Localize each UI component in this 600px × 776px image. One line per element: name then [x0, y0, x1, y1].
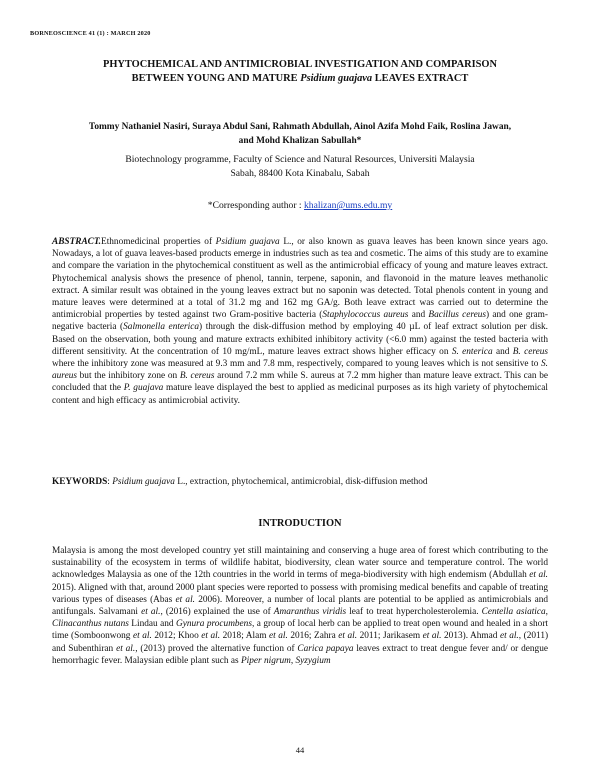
- title-species: Psidium guajava: [300, 73, 373, 84]
- intro-text: 2013). Ahmad: [441, 631, 500, 642]
- intro-text: ,: [290, 655, 296, 666]
- corresponding-email-link[interactable]: khalizan@ums.edu.my: [303, 200, 393, 211]
- abstract-species: Psidium guajava: [215, 237, 280, 247]
- intro-text: 2012; Khoo: [151, 631, 202, 642]
- corresponding-author: [100, 200, 500, 211]
- title-line-1: PHYTOCHEMICAL AND ANTIMICROBIAL INVESTIGATION AND COMPARISON: [102, 59, 498, 70]
- abstract-text: Ethnomedicinal properties of: [101, 237, 216, 247]
- authors-line-2: and Mohd Khalizan Sabullah*: [238, 136, 362, 146]
- intro-italic: et al.: [499, 631, 519, 642]
- abstract-species: B. cereus: [512, 346, 549, 357]
- abstract-text: L., or also known as guava leaves has been known since years ago. Nowadays, a lot of guava leaves-based products emerge in industries such as tea and cosmetic. The aims of this study are to examine and compare the variation in the phytochemical constituent as well as the antimicrobial efficacy of young and mature leaves extract. Phytochemical analysis shows the presence of phenol, tannin, terpene, saponin, and flavonoid in the mature leaves methanolic extract. A similar result was obtained in the young leaves extract but no saponin was detected. Total phenols content in young and mature leaves were determined at a total of 31.2 mg and 162 mg GA/g. Both leave extract was carried out to determine the antimicrobial properties by tested against two Gram-positive bacteria (: [52, 237, 548, 321]
- corresponding-label: *Corresponding author :: [207, 200, 304, 211]
- abstract-species: B. cereus: [179, 371, 215, 382]
- intro-italic: et al.: [268, 631, 288, 642]
- abstract: [52, 236, 548, 407]
- intro-italic: Gynura procumbens: [175, 619, 252, 630]
- intro-italic: et al.: [338, 631, 358, 642]
- abstract-text: ) through the disk-diffusion method by employing 40 µL of leaf extract solution per disk. Based on the observation, both young and mature extracts exhibited inhibitory activity (<6.0 mm) against the tested bacteria with different sensitivity. At the concentration of 10 mg/mL, mature leaves extract shows higher efficacy on: [52, 322, 548, 357]
- intro-italic: Syzygium: [295, 655, 331, 666]
- title-line-2-prefix: BETWEEN YOUNG AND MATURE: [131, 73, 301, 84]
- keywords: [52, 476, 548, 488]
- keywords-label: KEYWORDS: [52, 477, 108, 487]
- intro-text: 2018; Alam: [220, 631, 269, 642]
- affiliation-line-2: Sabah, 88400 Kota Kinabalu, Sabah: [230, 168, 370, 179]
- keywords-separator: :: [107, 477, 113, 487]
- keywords-species: Psidium guajava: [112, 477, 175, 487]
- abstract-text: ) and one gram-negative bacteria (: [52, 310, 548, 333]
- abstract-species: S. aureus: [52, 359, 548, 382]
- intro-text: ,: [545, 607, 548, 618]
- intro-italic: et al.: [175, 594, 195, 605]
- intro-italic: et al.: [422, 631, 442, 642]
- authors-line-1: Tommy Nathaniel Nasiri, Suraya Abdul Sani, Rahmath Abdullah, Ainol Azifa Mohd Faik, Roslina Jawan,: [88, 122, 512, 132]
- abstract-species: Salmonella enterica: [123, 322, 200, 333]
- intro-italic: Carica papaya: [297, 643, 354, 654]
- page-number: 44: [295, 745, 305, 755]
- intro-italic: Piper nigrum: [240, 655, 291, 666]
- affiliation-line-1: Biotechnology programme, Faculty of Science and Natural Resources, Universiti Malaysia: [125, 154, 475, 165]
- intro-italic: et al.: [529, 570, 548, 581]
- affiliation: [100, 153, 500, 181]
- abstract-species: S. enterica: [451, 346, 493, 357]
- intro-text: 2015). Aligned with that, around 2000 plant species were reported to possess with promising medical benefits and capable of treating various types of diseases (Abas: [52, 582, 548, 605]
- abstract-text: and: [408, 310, 429, 321]
- abstract-text: but the inhibitory zone on: [76, 371, 180, 382]
- abstract-text: where the inhibitory zone was measured at 9.3 mm and 7.8 mm, respectively, compared to young leaves which is not sensitive to: [52, 359, 542, 370]
- intro-italic: et al.: [133, 631, 152, 642]
- keywords-list: L., extraction, phytochemical, antimicrobial, disk-diffusion method: [174, 477, 428, 487]
- paper-title: [70, 58, 530, 86]
- intro-text: 2016; Zahra: [287, 631, 339, 642]
- abstract-text: and: [492, 346, 513, 357]
- abstract-text: around 7.2 mm while S. aureus at 7.2 mm higher than mature leave extract. This can be concluded that the: [52, 371, 548, 394]
- intro-italic: et al.: [201, 631, 221, 642]
- abstract-text: mature leave displayed the best to applied as medicinal purposes as its high variety of phytochemical content and high efficacy as antimicrobial activity.: [52, 383, 548, 406]
- abstract-species: Staphylococcus aureus: [322, 310, 409, 321]
- abstract-label: ABSTRACT.: [52, 237, 102, 247]
- intro-italic: Clinacanthus nutans: [52, 619, 129, 630]
- intro-text: Lindau and: [128, 619, 176, 630]
- intro-italic: Amaranthus viridis: [273, 607, 347, 618]
- intro-italic: Centella asiatica: [481, 607, 546, 618]
- introduction-heading: INTRODUCTION: [258, 518, 342, 529]
- author-list: [70, 120, 530, 148]
- abstract-species: Bacillus cereus: [428, 310, 487, 321]
- intro-text: , a group of local herb can be applied to treat open wound and healed in a short time (Somboonwong: [52, 619, 548, 642]
- intro-italic: et al.: [116, 643, 136, 654]
- intro-text: Malaysia is among the most developed country yet still maintaining and conserving a huge area of forest which contributing to the sustainability of the ecosystem in terms of wildlife habitat, biodiversity, clean water source and temperature control. The world acknowledges Malaysia as one of the 12th countries in the world in terms of mega-biodiversity with high endemism (Abdullah: [52, 546, 548, 581]
- abstract-species: P. guajava: [123, 383, 164, 394]
- intro-text: , (2013) proved the alternative function of: [135, 643, 298, 654]
- intro-text: leaves extract to treat dengue fever and/ or dengue hemorrhagic fever. Malaysian edible plant such as: [52, 643, 548, 666]
- intro-text: leaf to treat hypercholesterolemia.: [346, 607, 482, 618]
- intro-text: 2011; Jarikasem: [357, 631, 423, 642]
- intro-text: 2006). Moreover, a number of local plants are potential to be applied as antimicrobials and antifungals. Salvamani: [52, 594, 548, 618]
- title-line-2-suffix: LEAVES EXTRACT: [372, 73, 469, 84]
- intro-text: , (2011) and Subenthiran: [52, 631, 549, 654]
- intro-text: , (2016) explained the use of: [160, 607, 274, 618]
- introduction-body: [52, 545, 548, 667]
- journal-header: BORNEOSCIENCE 41 (1) : MARCH 2020: [30, 30, 151, 37]
- intro-italic: et al.: [141, 607, 161, 618]
